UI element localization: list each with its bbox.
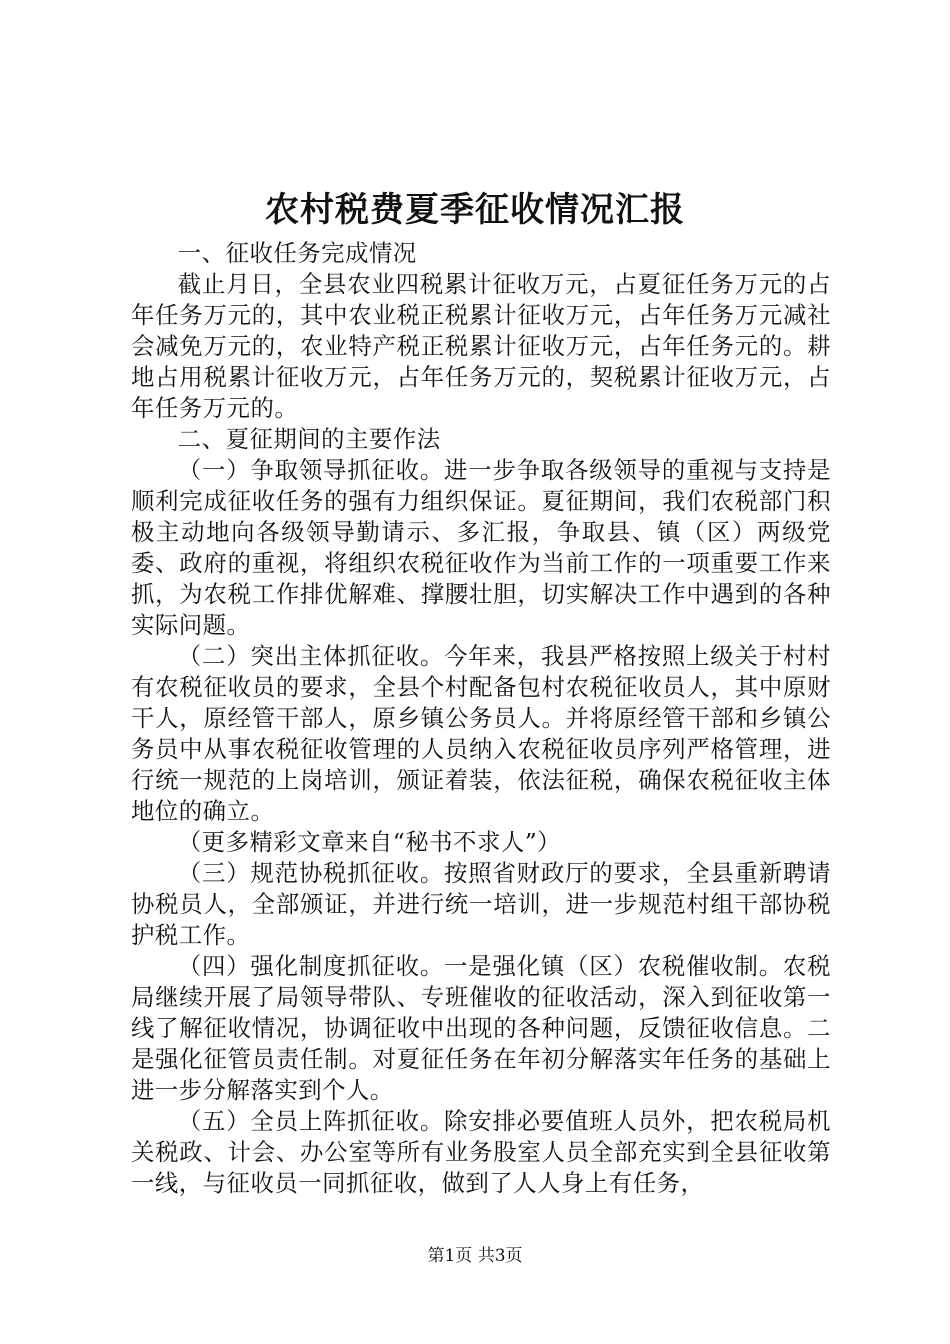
section-heading-2: 二、夏征期间的主要作法 <box>177 425 441 453</box>
paragraph-7: （五）全员上阵抓征收。除安排必要值班人员外，把农税局机关税政、计会、办公室等所有业务股室人员全部充实到全县征收第一线，与征收员一同抓征收，做到了人人身上有任务， <box>131 1107 831 1197</box>
document-body <box>131 238 831 1199</box>
paragraph-4: （更多精彩文章来自“秘书不求人”） <box>177 828 562 856</box>
paragraph-1: 截止月日，全县农业四税累计征收万元，占夏征任务万元的占年任务万元的，其中农业税正税累计征收万元，占年任务万元减社会减免万元的，农业特产税正税累计征收万元，占年任务元的。耕地占用税累计征收万元，占年任务万元的，契税累计征收万元，占年任务万元的。 <box>131 270 831 422</box>
section-heading-1: 一、征收任务完成情况 <box>177 239 417 267</box>
page-number-footer: 第1页 共3页 <box>427 1246 523 1266</box>
paragraph-6: （四）强化制度抓征收。一是强化镇（区）农税催收制。农税局继续开展了局领导带队、专班催收的征收活动，深入到征收第一线了解征收情况，协调征收中出现的各种问题，反馈征收信息。二是强化征管员责任制。对夏征任务在年初分解落实年任务的基础上进一步分解落实到个人。 <box>131 952 831 1104</box>
paragraph-5: （三）规范协税抓征收。按照省财政厅的要求，全县重新聘请协税员人，全部颁证，并进行统一培训，进一步规范村组干部协税护税工作。 <box>131 859 831 949</box>
document-title: 农村税费夏季征收情况汇报 <box>265 190 685 230</box>
paragraph-3: （二）突出主体抓征收。今年来，我县严格按照上级关于村村有农税征收员的要求，全县个村配备包村农税征收员人，其中原财干人，原经管干部人，原乡镇公务员人。并将原经管干部和乡镇公务员中从事农税征收管理的人员纳入农税征收员序列严格管理，进行统一规范的上岗培训，颁证着装，依法征税，确保农税征收主体地位的确立。 <box>131 642 831 825</box>
paragraph-2: （一）争取领导抓征收。进一步争取各级领导的重视与支持是顺利完成征收任务的强有力组织保证。夏征期间，我们农税部门积极主动地向各级领导勤请示、多汇报，争取县、镇（区）两级党委、政府的重视，将组织农税征收作为当前工作的一项重要工作来抓，为农税工作排优解难、撑腰壮胆，切实解决工作中遇到的各种实际问题。 <box>131 456 831 639</box>
